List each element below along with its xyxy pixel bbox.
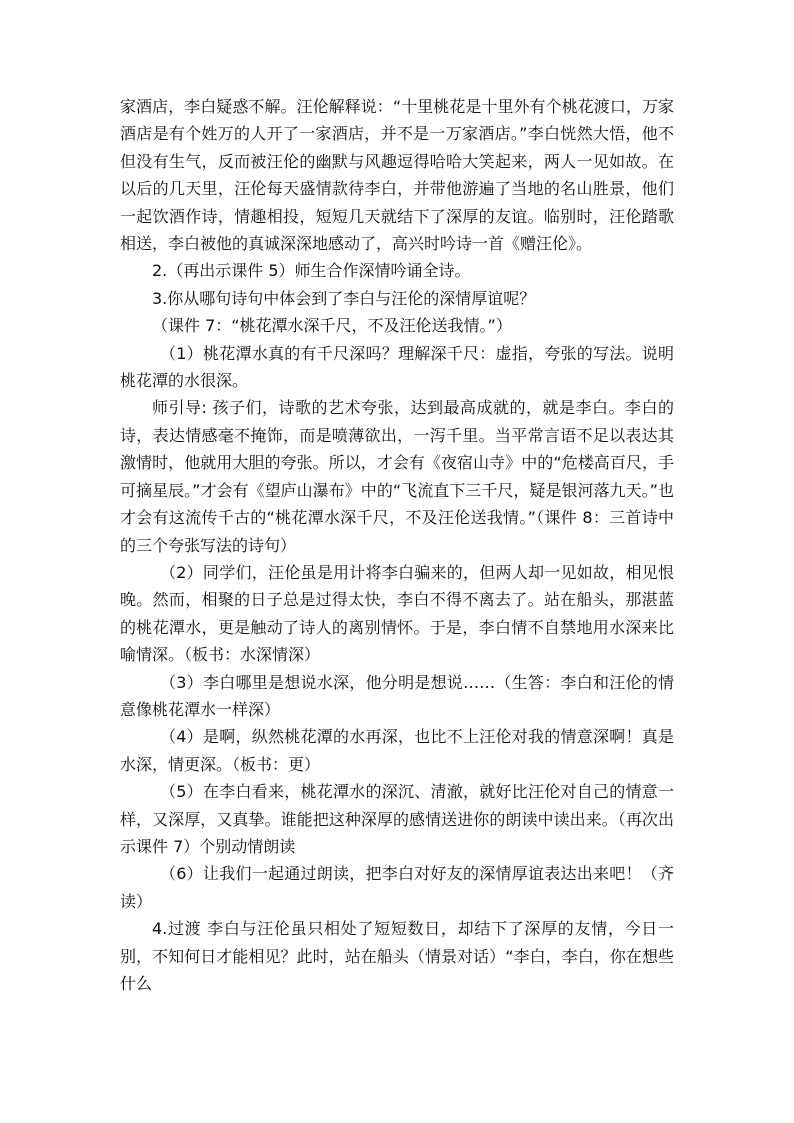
paragraph-point-2: （2）同学们，汪伦虽是用计将李白骗来的，但两人却一见如故，相见恨晚。然而，相聚的日子总是过得太快，李白不得不离去了。站在船头，那湛蓝的桃花潭水，更是触动了诗人的离别情怀。于是，李白情不自禁地用水深来比喻情深。（板书：水深情深） [120, 562, 674, 665]
paragraph-point-3: （3）李白哪里是想说水深，他分明是想说……（生答：李白和汪伦的情意像桃花潭水一样深） [120, 672, 674, 719]
document-page [120, 93, 674, 997]
paragraph-story-continuation: 家酒店，李白疑惑不解。汪伦解释说：“十里桃花是十里外有个桃花渡口，万家酒店是有个姓万的人开了一家酒店，并不是一万家酒店。”李白恍然大悟，他不但没有生气，反而被汪伦的幽默与风趣逗得哈哈大笑起来，两人一见如故。在以后的几天里，汪伦每天盛情款待李白，并带他游遍了当地的名山胜景，他们一起饮酒作诗，情趣相投，短短几天就结下了深厚的友谊。临别时，汪伦踏歌相送，李白被他的真诚深深地感动了，高兴时吟诗一首《赠汪伦》。 [120, 97, 674, 254]
paragraph-point-5: （5）在李白看来，桃花潭水的深沉、清澈，就好比汪伦对自己的情意一样，又深厚，又真挚。谁能把这种深厚的感情送进你的朗读中读出来。（再次出示课件 7）个别动情朗读 [120, 782, 674, 856]
paragraph-courseware-7: （课件 7：“桃花潭水深千尺，不及汪伦送我情。”） [152, 316, 512, 336]
paragraph-step-3: 3.你从哪句诗句中体会到了李白与汪伦的深情厚谊呢？ [152, 288, 536, 308]
paragraph-point-1: （1）桃花潭水真的有千尺深吗？理解深千尺：虚指，夸张的写法。说明桃花潭的水很深。 [120, 343, 674, 391]
paragraph-teacher-guide: 师引导: 孩子们，诗歌的艺术夸张，达到最高成就的，就是李白。李白的诗，表达情感毫不掩饰，而是喷薄欲出，一泻千里。当平常言语不足以表达其激情时，他就用大胆的夸张。所以，才会有《夜宿山寺》中的“危楼高百尺，手可摘星辰。”才会有《望庐山瀑布》中的“飞流直下三千尺，疑是银河落九天。”也才会有这流传千古的“桃花潭水深千尺，不及汪伦送我情。”（课件 8：三首诗中的三个夸张写法的诗句） [120, 398, 674, 555]
paragraph-point-6: （6）让我们一起通过朗读，把李白对好友的深情厚谊表达出来吧！（齐读） [120, 864, 674, 911]
paragraph-point-4: （4）是啊，纵然桃花潭的水再深，也比不上汪伦对我的情意深啊！真是水深，情更深。（板书：更） [120, 727, 674, 774]
paragraph-step-2: 2.（再出示课件 5）师生合作深情吟诵全诗。 [152, 261, 471, 281]
paragraph-step-4-transition: 4.过渡 李白与汪伦虽只相处了短短数日，却结下了深厚的友情，今日一别，不知何日才能相见？此时，站在船头（情景对话）“李白，李白，你在想些什么 [120, 919, 674, 993]
